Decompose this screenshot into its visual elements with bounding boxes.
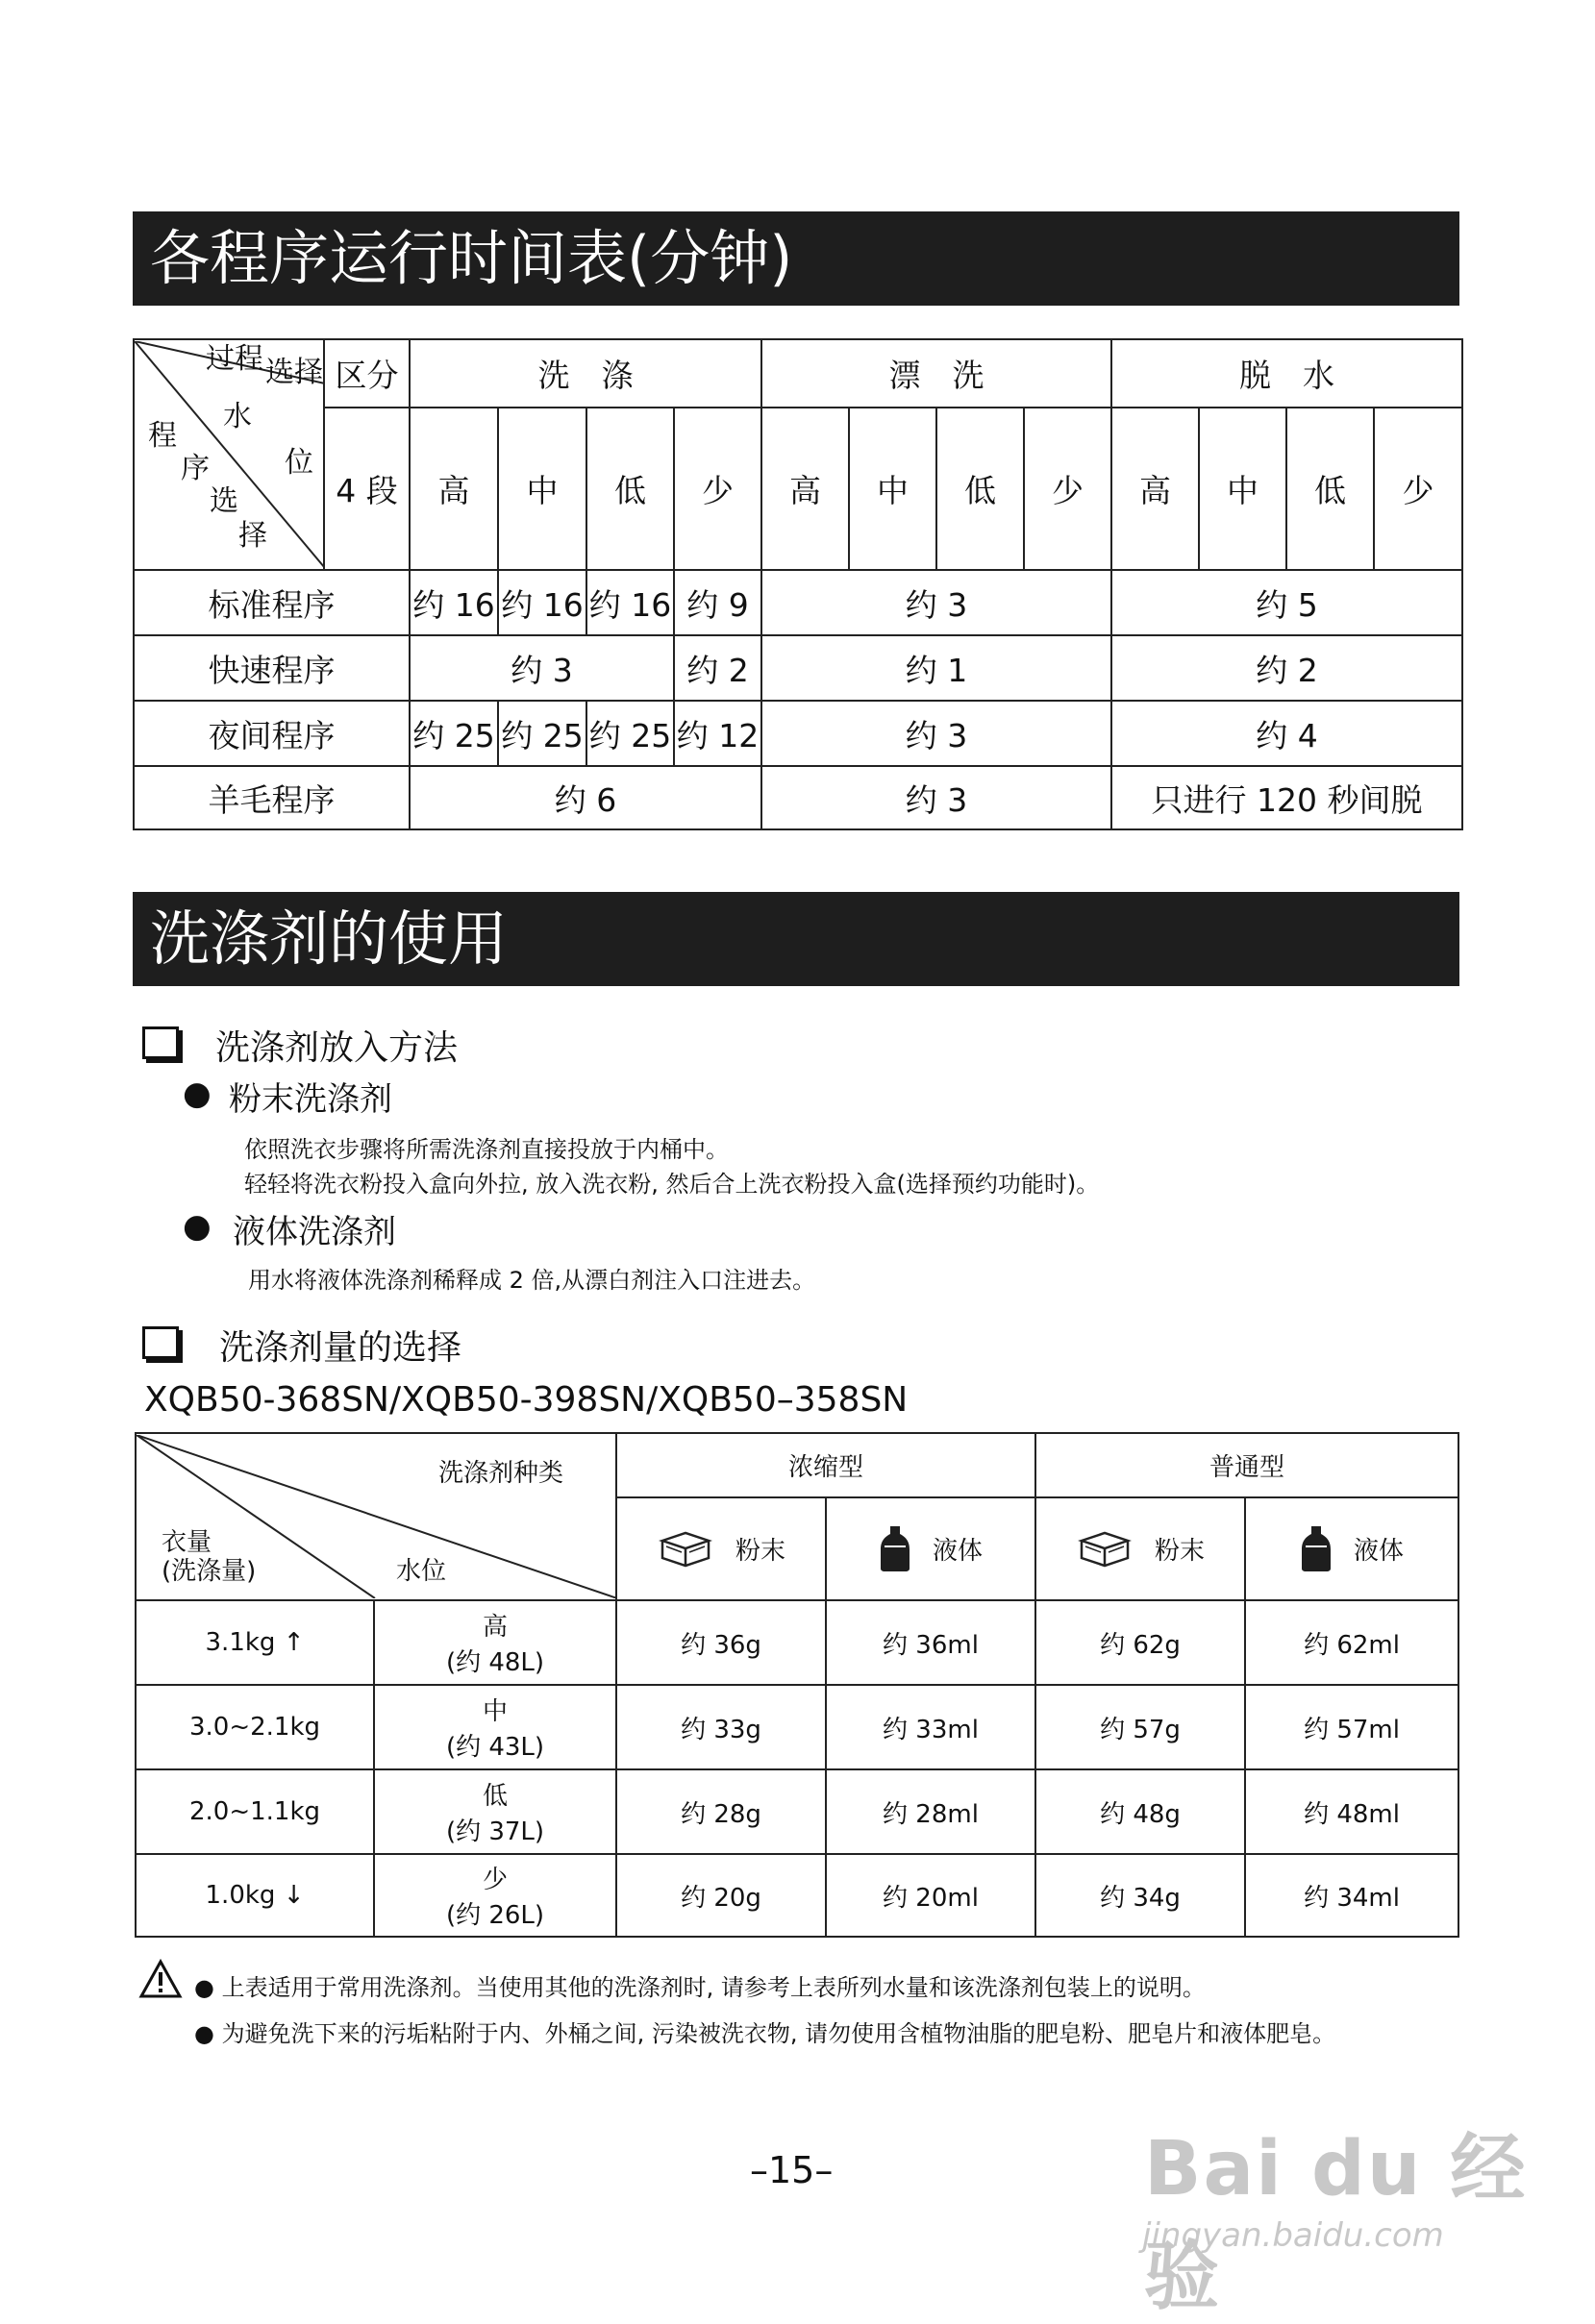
division-header: 区分 (324, 339, 410, 408)
level-volume: (约 26L) (445, 1901, 545, 1930)
section-title-detergent: 洗涤剂的使用 (133, 892, 1459, 986)
amount-cell: 约 20g (616, 1854, 826, 1937)
corner-type-label: 洗涤剂种类 (438, 1459, 564, 1488)
checkbox-icon (142, 1026, 179, 1059)
wash-header: 洗 涤 (410, 339, 761, 408)
powder-text-2: 轻轻将洗衣粉投入盒向外拉, 放入洗衣粉, 然后合上洗衣粉投入盒(选择预约功能时)。 (244, 1171, 1100, 1198)
powder-box-icon (657, 1527, 714, 1570)
note-2: ● 为避免洗下来的污垢粘附于内、外桶之间, 污染被洗衣物, 请勿使用含植物油脂的肥皂粉、肥皂片和液体肥皂。 (194, 2020, 1336, 2047)
amount-cell: 约 34g (1035, 1854, 1245, 1937)
corner-level-label: 位 (285, 446, 313, 480)
table-row (136, 1769, 1458, 1854)
water-level-cell (374, 1600, 616, 1685)
level-volume: (约 37L) (445, 1817, 545, 1846)
level-name: 中 (482, 1697, 508, 1726)
amount-cell: 约 34ml (1245, 1854, 1458, 1937)
amount-cell: 约 57g (1035, 1685, 1245, 1769)
wash-time: 约 25 (586, 701, 674, 766)
rinse-time: 约 3 (761, 570, 1111, 635)
liquid-header (826, 1497, 1035, 1600)
level-min: 少 (1024, 408, 1111, 570)
level-mid: 中 (498, 408, 586, 570)
level-min: 少 (1374, 408, 1462, 570)
amount-cell: 约 62g (1035, 1600, 1245, 1685)
table-row (134, 766, 1462, 829)
corner-program-char: 择 (238, 519, 267, 553)
wash-time: 约 16 (410, 570, 498, 635)
amount-cell: 约 36g (616, 1600, 826, 1685)
powder-label: 粉末 (1155, 1536, 1206, 1566)
level-min: 少 (674, 408, 761, 570)
rinse-time: 约 3 (761, 701, 1111, 766)
level-mid: 中 (849, 408, 936, 570)
liquid-text: 用水将液体洗涤剂稀释成 2 倍,从漂白剂注入口注进去。 (248, 1267, 816, 1294)
wash-time: 约 25 (410, 701, 498, 766)
level-volume: (约 48L) (445, 1648, 545, 1677)
wash-time: 约 16 (498, 570, 586, 635)
load-cell: 3.0~2.1kg (136, 1685, 374, 1769)
amount-cell: 约 33ml (826, 1685, 1035, 1769)
amount-heading: 洗涤剂量的选择 (219, 1328, 462, 1368)
amount-cell: 约 33g (616, 1685, 826, 1769)
table-row (136, 1600, 1458, 1685)
corner-program-char: 序 (181, 452, 210, 485)
spin-time: 约 4 (1111, 701, 1462, 766)
program-name: 羊毛程序 (134, 766, 410, 829)
checkbox-icon (142, 1326, 179, 1359)
corner-process-label-a: 过程 (206, 342, 263, 376)
level-low: 低 (586, 408, 674, 570)
watermark-brand: Bai du 经验 (1144, 2126, 1528, 2320)
level-low: 低 (936, 408, 1024, 570)
level-volume: (约 43L) (445, 1733, 545, 1762)
detergent-corner-cell (136, 1433, 616, 1600)
amount-cell: 约 57ml (1245, 1685, 1458, 1769)
program-name: 标准程序 (134, 570, 410, 635)
concentrated-header: 浓缩型 (616, 1433, 1035, 1497)
liquid-bottle-icon (1300, 1524, 1333, 1572)
wash-time: 约 3 (410, 635, 674, 701)
method-heading: 洗涤剂放入方法 (215, 1028, 459, 1068)
bullet-icon: ● (183, 1207, 212, 1246)
table-row (136, 1854, 1458, 1937)
amount-cell: 约 48ml (1245, 1769, 1458, 1854)
table-row (136, 1685, 1458, 1769)
level-name: 少 (482, 1866, 508, 1894)
wash-time: 约 6 (410, 766, 761, 829)
load-cell: 2.0~1.1kg (136, 1769, 374, 1854)
wash-time: 约 9 (674, 570, 761, 635)
water-level-cell (374, 1685, 616, 1769)
liquid-bottle-icon (879, 1524, 911, 1572)
runtime-corner-cell (134, 339, 324, 570)
powder-box-icon (1076, 1527, 1134, 1570)
table-row (134, 635, 1462, 701)
corner-program-char: 程 (148, 419, 177, 453)
rinse-header: 漂 洗 (761, 339, 1111, 408)
amount-cell: 约 20ml (826, 1854, 1035, 1937)
corner-process-label-b: 选择 (265, 356, 323, 389)
level-mid: 中 (1199, 408, 1286, 570)
wash-time: 约 16 (586, 570, 674, 635)
note-1: ● 上表适用于常用洗涤剂。当使用其他的洗涤剂时, 请参考上表所列水量和该洗涤剂包装上的说明。 (194, 1974, 1206, 2001)
section-title-runtime: 各程序运行时间表(分钟) (133, 211, 1459, 306)
page-number: –15– (750, 2149, 834, 2191)
rinse-time: 约 3 (761, 766, 1111, 829)
amount-cell: 约 28g (616, 1769, 826, 1854)
detergent-table (135, 1432, 1459, 1938)
four-level-header: 4 段 (324, 408, 410, 570)
table-row (134, 701, 1462, 766)
water-level-cell (374, 1769, 616, 1854)
program-name: 快速程序 (134, 635, 410, 701)
amount-cell: 约 36ml (826, 1600, 1035, 1685)
powder-text-1: 依照洗衣步骤将所需洗涤剂直接投放于内桶中。 (244, 1136, 729, 1163)
level-low: 低 (1286, 408, 1374, 570)
level-high: 高 (761, 408, 849, 570)
corner-load-sublabel: (洗涤量) (162, 1557, 257, 1586)
corner-water-label: 水位 (396, 1557, 447, 1586)
liquid-label: 液体 (933, 1536, 984, 1566)
corner-water-label: 水 (223, 400, 252, 433)
level-high: 高 (1111, 408, 1199, 570)
program-name: 夜间程序 (134, 701, 410, 766)
liquid-label: 液体洗涤剂 (233, 1213, 396, 1251)
model-number: XQB50-368SN/XQB50-398SN/XQB50–358SN (144, 1380, 909, 1420)
normal-header: 普通型 (1035, 1433, 1458, 1497)
spin-time: 约 2 (1111, 635, 1462, 701)
corner-load-label: 衣量 (162, 1528, 212, 1557)
spin-time: 只进行 120 秒间脱 (1111, 766, 1462, 829)
water-level-cell (374, 1854, 616, 1937)
wash-time: 约 2 (674, 635, 761, 701)
spin-time: 约 5 (1111, 570, 1462, 635)
powder-header (616, 1497, 826, 1600)
level-name: 低 (482, 1782, 508, 1811)
liquid-label: 液体 (1354, 1536, 1405, 1566)
table-row (134, 570, 1462, 635)
runtime-table (133, 338, 1463, 830)
wash-time: 约 25 (498, 701, 586, 766)
liquid-header (1245, 1497, 1458, 1600)
powder-header (1035, 1497, 1245, 1600)
spin-header: 脱 水 (1111, 339, 1462, 408)
load-cell: 1.0kg ↓ (136, 1854, 374, 1937)
warning-icon (138, 1959, 183, 1999)
amount-cell: 约 48g (1035, 1769, 1245, 1854)
watermark-url: jingyan.baidu.com (1142, 2216, 1444, 2255)
bullet-icon: ● (183, 1075, 212, 1113)
amount-cell: 约 28ml (826, 1769, 1035, 1854)
wash-time: 约 12 (674, 701, 761, 766)
corner-program-char: 选 (210, 484, 238, 518)
level-high: 高 (410, 408, 498, 570)
amount-cell: 约 62ml (1245, 1600, 1458, 1685)
level-name: 高 (482, 1613, 508, 1642)
powder-label: 粉末 (735, 1536, 785, 1566)
powder-label: 粉末洗涤剂 (229, 1080, 392, 1119)
rinse-time: 约 1 (761, 635, 1111, 701)
load-cell: 3.1kg ↑ (136, 1600, 374, 1685)
